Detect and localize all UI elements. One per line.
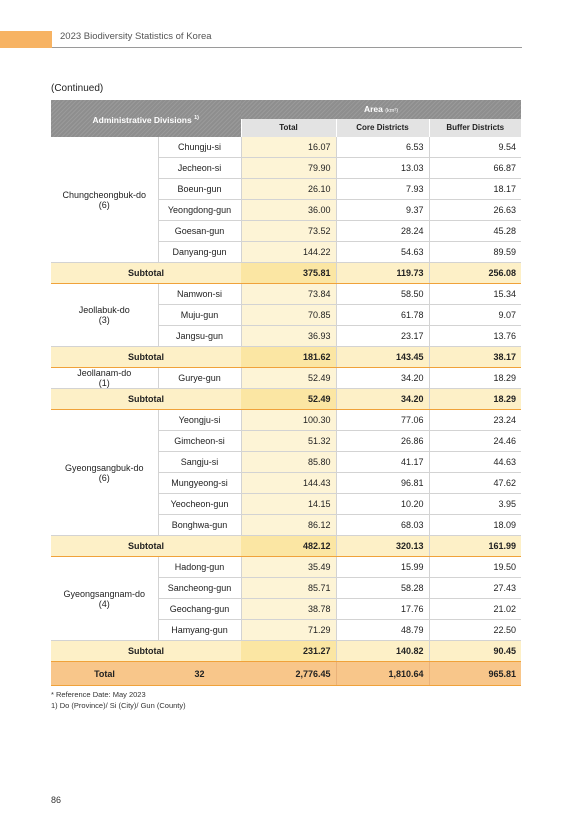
table-row bbox=[51, 368, 521, 389]
running-header-title: 2023 Biodiversity Statistics of Korea bbox=[60, 31, 212, 42]
area-buffer: 24.46 bbox=[429, 431, 521, 452]
footnote-1: 1) Do (Province)/ Si (City)/ Gun (County) bbox=[51, 701, 186, 710]
subtotal-label: Subtotal bbox=[51, 263, 241, 284]
area-buffer: 45.28 bbox=[429, 221, 521, 242]
header-admin-divisions bbox=[51, 100, 241, 137]
area-total: 14.15 bbox=[241, 494, 336, 515]
area-core: 41.17 bbox=[336, 452, 429, 473]
area-buffer: 66.87 bbox=[429, 158, 521, 179]
area-total: 36.93 bbox=[241, 326, 336, 347]
subtotal-buffer: 90.45 bbox=[429, 641, 521, 662]
province-cell bbox=[51, 557, 158, 641]
area-total: 36.00 bbox=[241, 200, 336, 221]
area-total: 79.90 bbox=[241, 158, 336, 179]
province-name: Chungcheongbuk-do bbox=[62, 189, 147, 200]
page-number: 86 bbox=[51, 795, 62, 805]
area-total: 73.84 bbox=[241, 284, 336, 305]
header-area-label: Area bbox=[363, 103, 383, 114]
province-cell bbox=[51, 410, 158, 536]
subtotal-total: 52.49 bbox=[241, 389, 336, 410]
area-core: 77.06 bbox=[336, 410, 429, 431]
area-core: 15.99 bbox=[336, 557, 429, 578]
area-total: 144.22 bbox=[241, 242, 336, 263]
district-name: Gurye-gun bbox=[158, 368, 241, 389]
area-buffer: 18.29 bbox=[429, 368, 521, 389]
subtotal-total: 482.12 bbox=[241, 536, 336, 557]
subtotal-core: 320.13 bbox=[336, 536, 429, 557]
district-name: Hamyang-gun bbox=[158, 620, 241, 641]
subtotal-label: Subtotal bbox=[51, 641, 241, 662]
grand-total-core: 1,810.64 bbox=[336, 662, 429, 686]
subtotal-buffer: 161.99 bbox=[429, 536, 521, 557]
subtotal-core: 140.82 bbox=[336, 641, 429, 662]
area-core: 48.79 bbox=[336, 620, 429, 641]
province-count: (6) bbox=[98, 472, 110, 483]
header-area-unit: (km²) bbox=[385, 107, 399, 114]
grand-total-label: Total bbox=[51, 662, 158, 686]
area-core: 23.17 bbox=[336, 326, 429, 347]
subtotal-row bbox=[51, 263, 521, 284]
area-core: 7.93 bbox=[336, 179, 429, 200]
continued-label: (Continued) bbox=[51, 83, 104, 94]
area-buffer: 22.50 bbox=[429, 620, 521, 641]
area-total: 51.32 bbox=[241, 431, 336, 452]
area-buffer: 23.24 bbox=[429, 410, 521, 431]
district-name: Hadong-gun bbox=[158, 557, 241, 578]
area-total: 85.80 bbox=[241, 452, 336, 473]
area-core: 13.03 bbox=[336, 158, 429, 179]
area-buffer: 13.76 bbox=[429, 326, 521, 347]
grand-total-count: 32 bbox=[158, 662, 241, 686]
district-name: Goesan-gun bbox=[158, 221, 241, 242]
district-name: Gimcheon-si bbox=[158, 431, 241, 452]
area-core: 26.86 bbox=[336, 431, 429, 452]
district-name: Sancheong-gun bbox=[158, 578, 241, 599]
area-total: 70.85 bbox=[241, 305, 336, 326]
province-cell bbox=[51, 137, 158, 263]
province-count: (1) bbox=[98, 378, 110, 388]
subtotal-row bbox=[51, 389, 521, 410]
area-total: 38.78 bbox=[241, 599, 336, 620]
header-rule bbox=[52, 47, 522, 48]
area-core: 10.20 bbox=[336, 494, 429, 515]
section-tab-marker bbox=[0, 31, 52, 48]
area-core: 28.24 bbox=[336, 221, 429, 242]
area-buffer: 26.63 bbox=[429, 200, 521, 221]
area-buffer: 9.54 bbox=[429, 137, 521, 158]
subtotal-label: Subtotal bbox=[51, 347, 241, 368]
subtotal-core: 34.20 bbox=[336, 389, 429, 410]
subtotal-row bbox=[51, 347, 521, 368]
area-total: 16.07 bbox=[241, 137, 336, 158]
header-buffer-districts: Buffer Districts bbox=[429, 119, 521, 137]
table-row bbox=[51, 557, 521, 578]
area-total: 71.29 bbox=[241, 620, 336, 641]
district-name: Boeun-gun bbox=[158, 179, 241, 200]
area-total: 100.30 bbox=[241, 410, 336, 431]
area-core: 68.03 bbox=[336, 515, 429, 536]
subtotal-buffer: 38.17 bbox=[429, 347, 521, 368]
subtotal-core: 143.45 bbox=[336, 347, 429, 368]
header-admin-label: Administrative Divisions bbox=[92, 114, 192, 125]
area-core: 61.78 bbox=[336, 305, 429, 326]
area-core: 34.20 bbox=[336, 368, 429, 389]
area-buffer: 3.95 bbox=[429, 494, 521, 515]
area-buffer: 21.02 bbox=[429, 599, 521, 620]
district-name: Yeongju-si bbox=[158, 410, 241, 431]
header-area bbox=[241, 100, 521, 119]
district-name: Geochang-gun bbox=[158, 599, 241, 620]
area-total: 52.49 bbox=[241, 368, 336, 389]
subtotal-buffer: 18.29 bbox=[429, 389, 521, 410]
subtotal-total: 231.27 bbox=[241, 641, 336, 662]
table-row bbox=[51, 137, 521, 158]
subtotal-label: Subtotal bbox=[51, 536, 241, 557]
header-admin-footnote-mark: 1) bbox=[194, 114, 199, 121]
district-name: Yeocheon-gun bbox=[158, 494, 241, 515]
area-total: 144.43 bbox=[241, 473, 336, 494]
district-name: Yeongdong-gun bbox=[158, 200, 241, 221]
province-count: (4) bbox=[98, 598, 110, 609]
district-name: Muju-gun bbox=[158, 305, 241, 326]
area-buffer: 9.07 bbox=[429, 305, 521, 326]
district-name: Mungyeong-si bbox=[158, 473, 241, 494]
area-core: 17.76 bbox=[336, 599, 429, 620]
area-buffer: 15.34 bbox=[429, 284, 521, 305]
table-row bbox=[51, 410, 521, 431]
area-total: 85.71 bbox=[241, 578, 336, 599]
grand-total-total: 2,776.45 bbox=[241, 662, 336, 686]
grand-total-buffer: 965.81 bbox=[429, 662, 521, 686]
area-buffer: 89.59 bbox=[429, 242, 521, 263]
province-cell bbox=[51, 284, 158, 347]
province-cell bbox=[51, 368, 158, 389]
area-core: 58.28 bbox=[336, 578, 429, 599]
subtotal-buffer: 256.08 bbox=[429, 263, 521, 284]
protected-area-table bbox=[51, 100, 521, 686]
table-row bbox=[51, 284, 521, 305]
province-name: Jeollanam-do bbox=[77, 368, 132, 378]
area-core: 6.53 bbox=[336, 137, 429, 158]
area-buffer: 18.09 bbox=[429, 515, 521, 536]
area-buffer: 27.43 bbox=[429, 578, 521, 599]
district-name: Jecheon-si bbox=[158, 158, 241, 179]
table-body bbox=[51, 137, 521, 686]
subtotal-core: 119.73 bbox=[336, 263, 429, 284]
subtotal-total: 181.62 bbox=[241, 347, 336, 368]
header-total: Total bbox=[241, 119, 336, 137]
subtotal-total: 375.81 bbox=[241, 263, 336, 284]
area-total: 73.52 bbox=[241, 221, 336, 242]
district-name: Chungju-si bbox=[158, 137, 241, 158]
area-total: 35.49 bbox=[241, 557, 336, 578]
province-name: Jeollabuk-do bbox=[78, 305, 130, 315]
reference-date-note: * Reference Date: May 2023 bbox=[51, 690, 146, 699]
header-core-districts: Core Districts bbox=[336, 119, 429, 137]
province-name: Gyeongsangbuk-do bbox=[64, 462, 144, 473]
area-core: 54.63 bbox=[336, 242, 429, 263]
district-name: Jangsu-gun bbox=[158, 326, 241, 347]
area-buffer: 44.63 bbox=[429, 452, 521, 473]
area-total: 86.12 bbox=[241, 515, 336, 536]
province-count: (6) bbox=[98, 199, 110, 210]
subtotal-label: Subtotal bbox=[51, 389, 241, 410]
area-buffer: 47.62 bbox=[429, 473, 521, 494]
district-name: Danyang-gun bbox=[158, 242, 241, 263]
district-name: Sangju-si bbox=[158, 452, 241, 473]
area-buffer: 19.50 bbox=[429, 557, 521, 578]
subtotal-row bbox=[51, 641, 521, 662]
area-total: 26.10 bbox=[241, 179, 336, 200]
subtotal-row bbox=[51, 536, 521, 557]
table-notes bbox=[51, 689, 186, 711]
area-core: 9.37 bbox=[336, 200, 429, 221]
district-name: Namwon-si bbox=[158, 284, 241, 305]
grand-total-row bbox=[51, 662, 521, 686]
province-name: Gyeongsangnam-do bbox=[63, 588, 146, 599]
district-name: Bonghwa-gun bbox=[158, 515, 241, 536]
area-core: 58.50 bbox=[336, 284, 429, 305]
province-count: (3) bbox=[98, 315, 110, 325]
area-core: 96.81 bbox=[336, 473, 429, 494]
area-buffer: 18.17 bbox=[429, 179, 521, 200]
